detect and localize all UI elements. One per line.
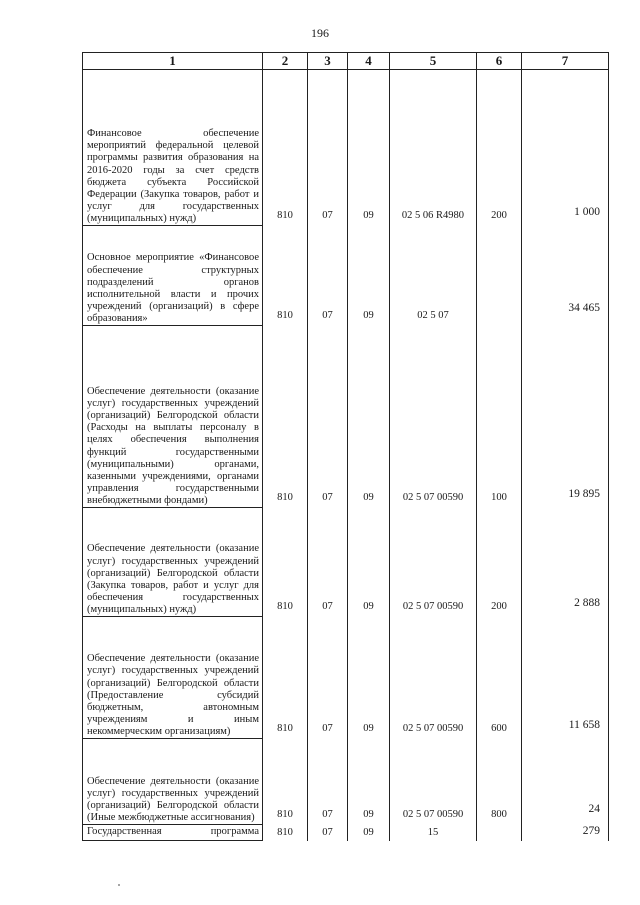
row-section: 07 [308,739,348,825]
column-header: 2 [263,53,308,70]
column-header: 6 [477,53,522,70]
scan-speck [118,884,120,886]
table-row [83,825,609,841]
row-expense-type [477,825,522,841]
row-amount: 19 895 [522,326,609,508]
row-name: Обеспечение деятельности (оказание услуг) государственных учреждений (организаций) Белгородской области (Закупка товаров, работ и услуг для обеспечения государственных (муниципальных) нужд) [83,508,263,617]
row-section: 07 [308,617,348,739]
row-section: 07 [308,508,348,617]
column-header: 1 [83,53,263,70]
row-subsection: 09 [348,739,390,825]
row-name: Обеспечение деятельности (оказание услуг) государственных учреждений (организаций) Белгородской области (Предоставление субсидий бюджетным, автономным учреждениям и иным некоммерческим организациям) [83,617,263,739]
row-subsection: 09 [348,326,390,508]
table-row [83,617,609,739]
row-section: 07 [308,326,348,508]
table-row [83,70,609,226]
row-target-article: 15 [390,825,477,841]
row-name: Государственная программа [83,825,263,841]
row-amount: 34 465 [522,226,609,326]
row-name: Обеспечение деятельности (оказание услуг) государственных учреждений (организаций) Белгородской области (Иные межбюджетные ассигнования) [83,739,263,825]
row-subsection: 09 [348,508,390,617]
budget-table [82,52,609,841]
row-ministry-code: 810 [263,825,308,841]
page-number: 196 [311,26,329,40]
row-ministry-code: 810 [263,739,308,825]
row-ministry-code: 810 [263,326,308,508]
row-target-article: 02 5 07 [390,226,477,326]
row-target-article: 02 5 07 00590 [390,508,477,617]
column-header: 5 [390,53,477,70]
row-name: Финансовое обеспечение мероприятий федеральной целевой программы развития образования на 2016-2020 годы за счет средств бюджета субъекта Российской Федерации (Закупка товаров, работ и услуг для государственных (муниципальных) нужд) [83,70,263,226]
row-ministry-code: 810 [263,508,308,617]
row-amount: 2 888 [522,508,609,617]
row-section: 07 [308,226,348,326]
row-section: 07 [308,825,348,841]
table-row [83,326,609,508]
row-expense-type: 200 [477,70,522,226]
column-header: 3 [308,53,348,70]
row-amount: 24 [522,739,609,825]
row-amount: 1 000 [522,70,609,226]
row-amount: 279 [522,825,609,841]
column-header: 4 [348,53,390,70]
row-name: Обеспечение деятельности (оказание услуг) государственных учреждений (организаций) Белгородской области (Расходы на выплаты персоналу в целях обеспечения выполнения функций государственными (муниципальными) органами, казенными учреждениями, органами управления государственными внебюджетными фондами) [83,326,263,508]
column-header: 7 [522,53,609,70]
row-amount: 11 658 [522,617,609,739]
row-subsection: 09 [348,226,390,326]
row-subsection: 09 [348,70,390,226]
row-target-article: 02 5 07 00590 [390,326,477,508]
row-expense-type: 800 [477,739,522,825]
row-section: 07 [308,70,348,226]
row-target-article: 02 5 06 R4980 [390,70,477,226]
table-row [83,508,609,617]
row-subsection: 09 [348,825,390,841]
row-ministry-code: 810 [263,70,308,226]
row-name: Основное мероприятие «Финансовое обеспечение структурных подразделений органов исполнительной власти и прочих учреждений (организаций) в сфере образования» [83,226,263,326]
row-target-article: 02 5 07 00590 [390,617,477,739]
row-expense-type [477,226,522,326]
row-expense-type: 200 [477,508,522,617]
row-target-article: 02 5 07 00590 [390,739,477,825]
row-expense-type: 100 [477,326,522,508]
header-row [83,53,609,70]
row-ministry-code: 810 [263,617,308,739]
table-row [83,226,609,326]
row-expense-type: 600 [477,617,522,739]
row-subsection: 09 [348,617,390,739]
table-row [83,739,609,825]
row-ministry-code: 810 [263,226,308,326]
